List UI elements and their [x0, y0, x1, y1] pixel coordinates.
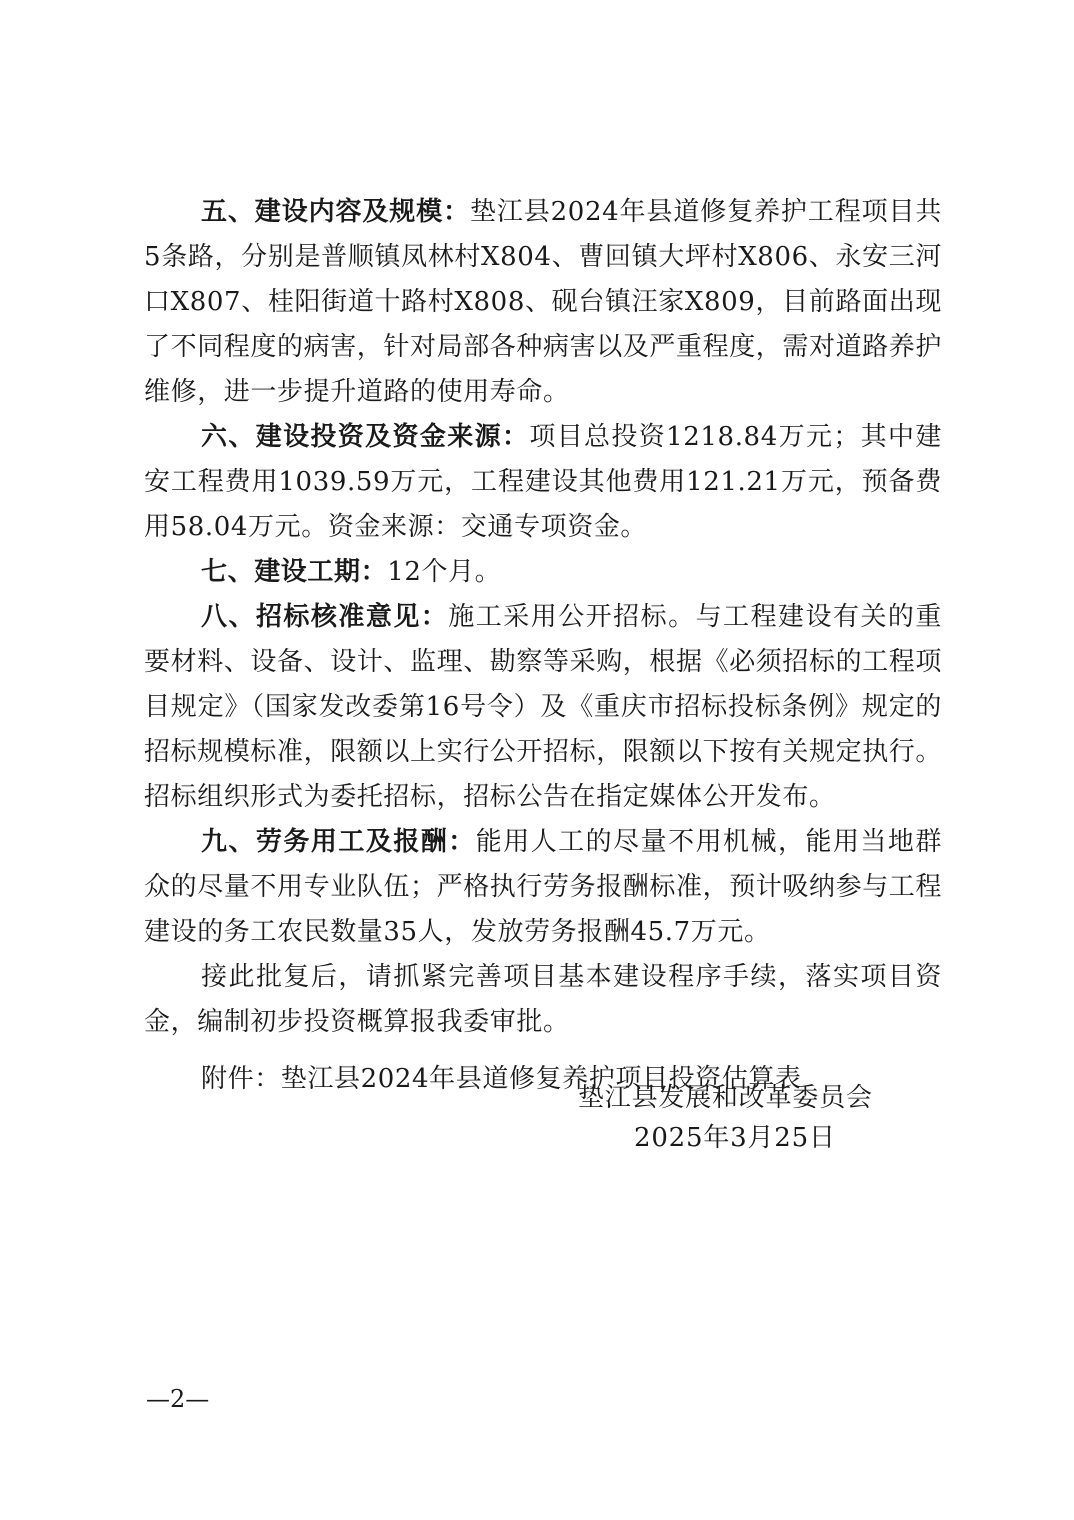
- paragraph-construction-period: [144, 550, 942, 595]
- section-heading-investment-funding: 六、建设投资及资金来源：: [201, 422, 530, 452]
- paragraph-construction-scope: [144, 190, 942, 415]
- page-number: —2—: [146, 1385, 210, 1413]
- section-text-construction-period: 12个月。: [387, 557, 502, 587]
- paragraph-bidding-opinion: [144, 595, 942, 820]
- signature-block: [578, 1078, 873, 1158]
- section-heading-construction-period: 七、建设工期：: [201, 557, 388, 587]
- attachment-note: 附件：垫江县2024年县道修复养护项目投资估算表: [201, 1064, 802, 1094]
- issuing-organization: 垫江县发展和改革委员会: [578, 1083, 873, 1113]
- section-heading-bidding-opinion: 八、招标核准意见：: [201, 602, 449, 632]
- issue-date: 2025年3月25日: [634, 1123, 836, 1153]
- document-body: [144, 190, 942, 1102]
- paragraph-investment-funding: [144, 415, 942, 550]
- section-heading-construction-scope: 五、建设内容及规模：: [201, 197, 470, 227]
- section-text-labor-remuneration: 能用人工的尽量不用机械，能用当地群众的尽量不用专业队伍；严格执行劳务报酬标准，预计吸纳参与工程建设的务工农民数量35人，发放劳务报酬45.7万元。: [144, 827, 943, 947]
- paragraph-labor-remuneration: [144, 820, 942, 955]
- section-text-bidding-opinion: 施工采用公开招标。与工程建设有关的重要材料、设备、设计、监理、勘察等采购，根据《必须招标的工程项目规定》（国家发改委第16号令）及《重庆市招标投标条例》规定的招标规模标准，限额以上实行公开招标，限额以下按有关规定执行。招标组织形式为委托招标，招标公告在指定媒体公开发布。: [144, 602, 943, 812]
- paragraph-closing-instruction: [144, 955, 942, 1045]
- section-heading-labor-remuneration: 九、劳务用工及报酬：: [201, 827, 476, 857]
- section-text-construction-scope: 垫江县2024年县道修复养护工程项目共5条路，分别是普顺镇凤林村X804、曹回镇大坪村X806、永安三河口X807、桂阳街道十路村X808、砚台镇汪家X809，目前路面出现了不同程度的病害，针对局部各种病害以及严重程度，需对道路养护维修，进一步提升道路的使用寿命。: [144, 197, 943, 407]
- section-text-closing: 接此批复后，请抓紧完善项目基本建设程序手续，落实项目资金，编制初步投资概算报我委审批。: [144, 962, 942, 1037]
- section-text-investment-funding: 项目总投资1218.84万元；其中建安工程费用1039.59万元，工程建设其他费用121.21万元，预备费用58.04万元。资金来源：交通专项资金。: [144, 422, 942, 542]
